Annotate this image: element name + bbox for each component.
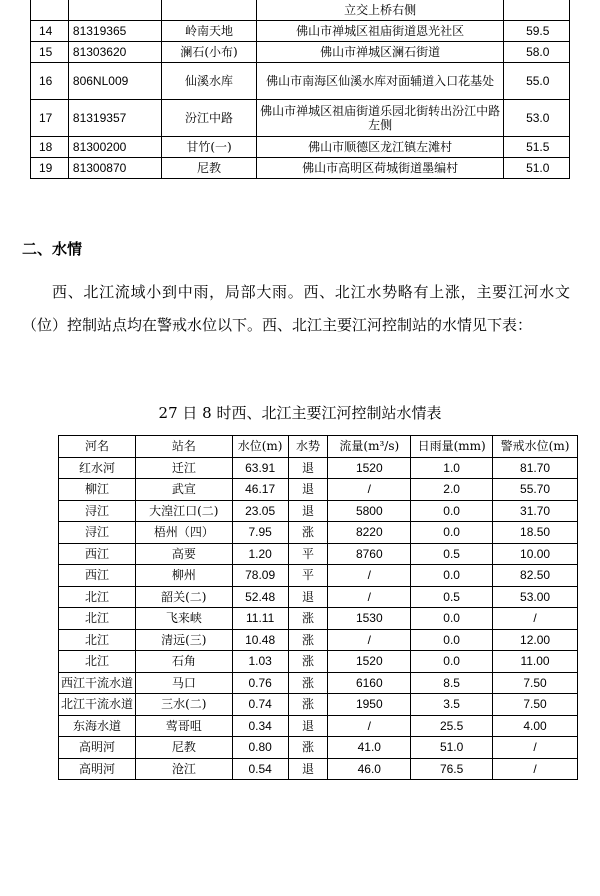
table-cell: 北江 — [59, 651, 136, 673]
cell-name: 汾江中路 — [161, 100, 257, 137]
table-cell: 西江 — [59, 543, 136, 565]
table-cell: 0.5 — [411, 543, 493, 565]
table-cell: 63.91 — [232, 457, 288, 479]
cell-idx: 15 — [31, 42, 69, 63]
table-cell: 平 — [288, 543, 328, 565]
table-cell: 0.5 — [411, 586, 493, 608]
table-cell: 平 — [288, 565, 328, 587]
table-cell: 涨 — [288, 672, 328, 694]
cell-value: 51.0 — [504, 158, 570, 179]
table-cell — [31, 0, 69, 21]
cell-name: 岭南天地 — [161, 21, 257, 42]
table-cell: 11.11 — [232, 608, 288, 630]
table-cell — [161, 0, 257, 21]
table-cell: 高明河 — [59, 758, 136, 780]
table-cell: 7.50 — [493, 694, 578, 716]
table-cell: 81.70 — [493, 457, 578, 479]
table-cell: 0.0 — [411, 651, 493, 673]
table-row — [31, 21, 570, 42]
table-row — [59, 737, 578, 759]
cell-idx: 19 — [31, 158, 69, 179]
table-cell: 1.20 — [232, 543, 288, 565]
table-cell: / — [493, 737, 578, 759]
water-situation-paragraph: 西、北江流域小到中雨，局部大雨。西、北江水势略有上涨，主要江河水文（位）控制站点均在警戒水位以下。西、北江主要江河控制站的水情见下表： — [22, 283, 570, 334]
table-cell: 退 — [288, 500, 328, 522]
cell-address: 佛山市顺德区龙江镇左滩村 — [257, 137, 504, 158]
table-row — [31, 158, 570, 179]
column-header: 流量(m³/s) — [328, 436, 411, 458]
table-cell: 0.34 — [232, 715, 288, 737]
table-cell: 石角 — [135, 651, 232, 673]
table-row — [31, 0, 570, 21]
table-cell: 武宣 — [135, 479, 232, 501]
table-cell: 浔江 — [59, 500, 136, 522]
table-cell: 10.48 — [232, 629, 288, 651]
table-cell: 退 — [288, 715, 328, 737]
cell-idx: 16 — [31, 63, 69, 100]
table-cell: 0.0 — [411, 500, 493, 522]
table-row — [59, 586, 578, 608]
cell-name: 仙溪水库 — [161, 63, 257, 100]
table-cell: 1520 — [328, 651, 411, 673]
table-cell: 三水(二) — [135, 694, 232, 716]
table-row — [59, 758, 578, 780]
table-cell: 78.09 — [232, 565, 288, 587]
cell-name: 甘竹(一) — [161, 137, 257, 158]
table-cell: 0.0 — [411, 522, 493, 544]
column-header: 站名 — [135, 436, 232, 458]
cell-value: 59.5 — [504, 21, 570, 42]
table-cell: 18.50 — [493, 522, 578, 544]
table-cell: 飞来峡 — [135, 608, 232, 630]
table-cell: / — [493, 758, 578, 780]
table-cell: 涨 — [288, 522, 328, 544]
table-cell: 北江 — [59, 608, 136, 630]
cell-address: 佛山市禅城区祖庙街道恩光社区 — [257, 21, 504, 42]
table-cell: 1950 — [328, 694, 411, 716]
table-cell: 退 — [288, 586, 328, 608]
cell-name: 尼教 — [161, 158, 257, 179]
table-cell: 东海水道 — [59, 715, 136, 737]
table-cell: 2.0 — [411, 479, 493, 501]
table-cell: 涨 — [288, 737, 328, 759]
table-cell: 大湟江口(二) — [135, 500, 232, 522]
table-cell: 3.5 — [411, 694, 493, 716]
table-row — [59, 629, 578, 651]
table-cell: 柳江 — [59, 479, 136, 501]
table-cell: 25.5 — [411, 715, 493, 737]
cell-code: 81319357 — [68, 100, 161, 137]
table-cell: 1.0 — [411, 457, 493, 479]
table-cell: 0.0 — [411, 629, 493, 651]
cell-code: 806NL009 — [68, 63, 161, 100]
table-cell: 31.70 — [493, 500, 578, 522]
cell-idx: 14 — [31, 21, 69, 42]
column-header: 水势 — [288, 436, 328, 458]
table-cell: 76.5 — [411, 758, 493, 780]
table-cell: / — [328, 586, 411, 608]
cell-address: 佛山市南海区仙溪水库对面辅道入口花基处 — [257, 63, 504, 100]
table-row — [59, 500, 578, 522]
table-cell: 涨 — [288, 629, 328, 651]
table-cell: 12.00 — [493, 629, 578, 651]
table-cell: 7.95 — [232, 522, 288, 544]
table-row — [59, 543, 578, 565]
table-cell: 北江干流水道 — [59, 694, 136, 716]
table-row — [31, 100, 570, 137]
section-heading: 二、水情 — [22, 240, 83, 258]
table-cell: 北江 — [59, 629, 136, 651]
table-cell: / — [328, 479, 411, 501]
table-cell: 涨 — [288, 608, 328, 630]
table-row — [59, 672, 578, 694]
table-cell: 清远(三) — [135, 629, 232, 651]
table-cell: 53.00 — [493, 586, 578, 608]
table-cell: 0.80 — [232, 737, 288, 759]
table-row — [59, 694, 578, 716]
table-cell: 沧江 — [135, 758, 232, 780]
table-cell: 0.0 — [411, 608, 493, 630]
table-row — [59, 457, 578, 479]
table-cell: 1530 — [328, 608, 411, 630]
table-row — [59, 651, 578, 673]
cell-code: 81319365 — [68, 21, 161, 42]
table-cell: 退 — [288, 758, 328, 780]
table-cell: 涨 — [288, 651, 328, 673]
table-cell: 41.0 — [328, 737, 411, 759]
table-cell: 55.70 — [493, 479, 578, 501]
table-cell: 5800 — [328, 500, 411, 522]
table-cell: 红水河 — [59, 457, 136, 479]
table-row — [59, 715, 578, 737]
table-cell: 6160 — [328, 672, 411, 694]
cell-value: 51.5 — [504, 137, 570, 158]
table-cell: 11.00 — [493, 651, 578, 673]
cell-code: 81300200 — [68, 137, 161, 158]
table-cell: 韶关(二) — [135, 586, 232, 608]
table-cell: 迁江 — [135, 457, 232, 479]
table-cell: 高要 — [135, 543, 232, 565]
cell-idx: 17 — [31, 100, 69, 137]
table-cell: 1.03 — [232, 651, 288, 673]
table-cell: 8220 — [328, 522, 411, 544]
table-cell: 23.05 — [232, 500, 288, 522]
cell-idx: 18 — [31, 137, 69, 158]
table-cell: 涨 — [288, 694, 328, 716]
column-header: 水位(m) — [232, 436, 288, 458]
table-cell: 西江干流水道 — [59, 672, 136, 694]
table-cell: 1520 — [328, 457, 411, 479]
cell-code: 81303620 — [68, 42, 161, 63]
table-cell: 北江 — [59, 586, 136, 608]
cell-value: 58.0 — [504, 42, 570, 63]
address-continuation: 立交上桥右侧 — [257, 0, 504, 21]
table-cell: 51.0 — [411, 737, 493, 759]
table-cell: 52.48 — [232, 586, 288, 608]
table-cell: 退 — [288, 457, 328, 479]
cell-value: 55.0 — [504, 63, 570, 100]
table-cell: 82.50 — [493, 565, 578, 587]
table-cell — [68, 0, 161, 21]
table-cell: / — [328, 629, 411, 651]
table-cell: 高明河 — [59, 737, 136, 759]
table-header-row — [59, 436, 578, 458]
table-row — [59, 522, 578, 544]
table-cell: 0.76 — [232, 672, 288, 694]
table-cell: 西江 — [59, 565, 136, 587]
table-cell: 10.00 — [493, 543, 578, 565]
table-cell: 莺哥咀 — [135, 715, 232, 737]
table-cell: 0.54 — [232, 758, 288, 780]
table-cell: 7.50 — [493, 672, 578, 694]
table-cell: 4.00 — [493, 715, 578, 737]
table-row — [31, 137, 570, 158]
table-cell: 尼教 — [135, 737, 232, 759]
table-cell: 46.0 — [328, 758, 411, 780]
table-cell: / — [328, 715, 411, 737]
column-header: 警戒水位(m) — [493, 436, 578, 458]
cell-name: 澜石(小布) — [161, 42, 257, 63]
cell-address: 佛山市禅城区祖庙街道乐园北街转出汾江中路左侧 — [257, 100, 504, 137]
water-level-table — [58, 435, 578, 780]
table-cell: 8760 — [328, 543, 411, 565]
table-row — [59, 565, 578, 587]
table-cell: 46.17 — [232, 479, 288, 501]
table-cell: / — [328, 565, 411, 587]
cell-code: 81300870 — [68, 158, 161, 179]
cell-address: 佛山市禅城区澜石街道 — [257, 42, 504, 63]
table-cell: 马口 — [135, 672, 232, 694]
rainfall-station-table — [30, 0, 570, 179]
column-header: 河名 — [59, 436, 136, 458]
table-cell: 退 — [288, 479, 328, 501]
cell-address: 佛山市高明区荷城街道墨编村 — [257, 158, 504, 179]
table-cell: 梧州（四） — [135, 522, 232, 544]
table-caption: 27 日 8 时西、北江主要江河控制站水情表 — [158, 404, 442, 422]
table-cell: 0.0 — [411, 565, 493, 587]
table-row — [31, 63, 570, 100]
table-cell — [504, 0, 570, 21]
table-cell: 柳州 — [135, 565, 232, 587]
table-cell: 8.5 — [411, 672, 493, 694]
table-row — [31, 42, 570, 63]
table-row — [59, 608, 578, 630]
cell-value: 53.0 — [504, 100, 570, 137]
table-cell: 浔江 — [59, 522, 136, 544]
table-cell: / — [493, 608, 578, 630]
table-cell: 0.74 — [232, 694, 288, 716]
table-row — [59, 479, 578, 501]
column-header: 日雨量(mm) — [411, 436, 493, 458]
